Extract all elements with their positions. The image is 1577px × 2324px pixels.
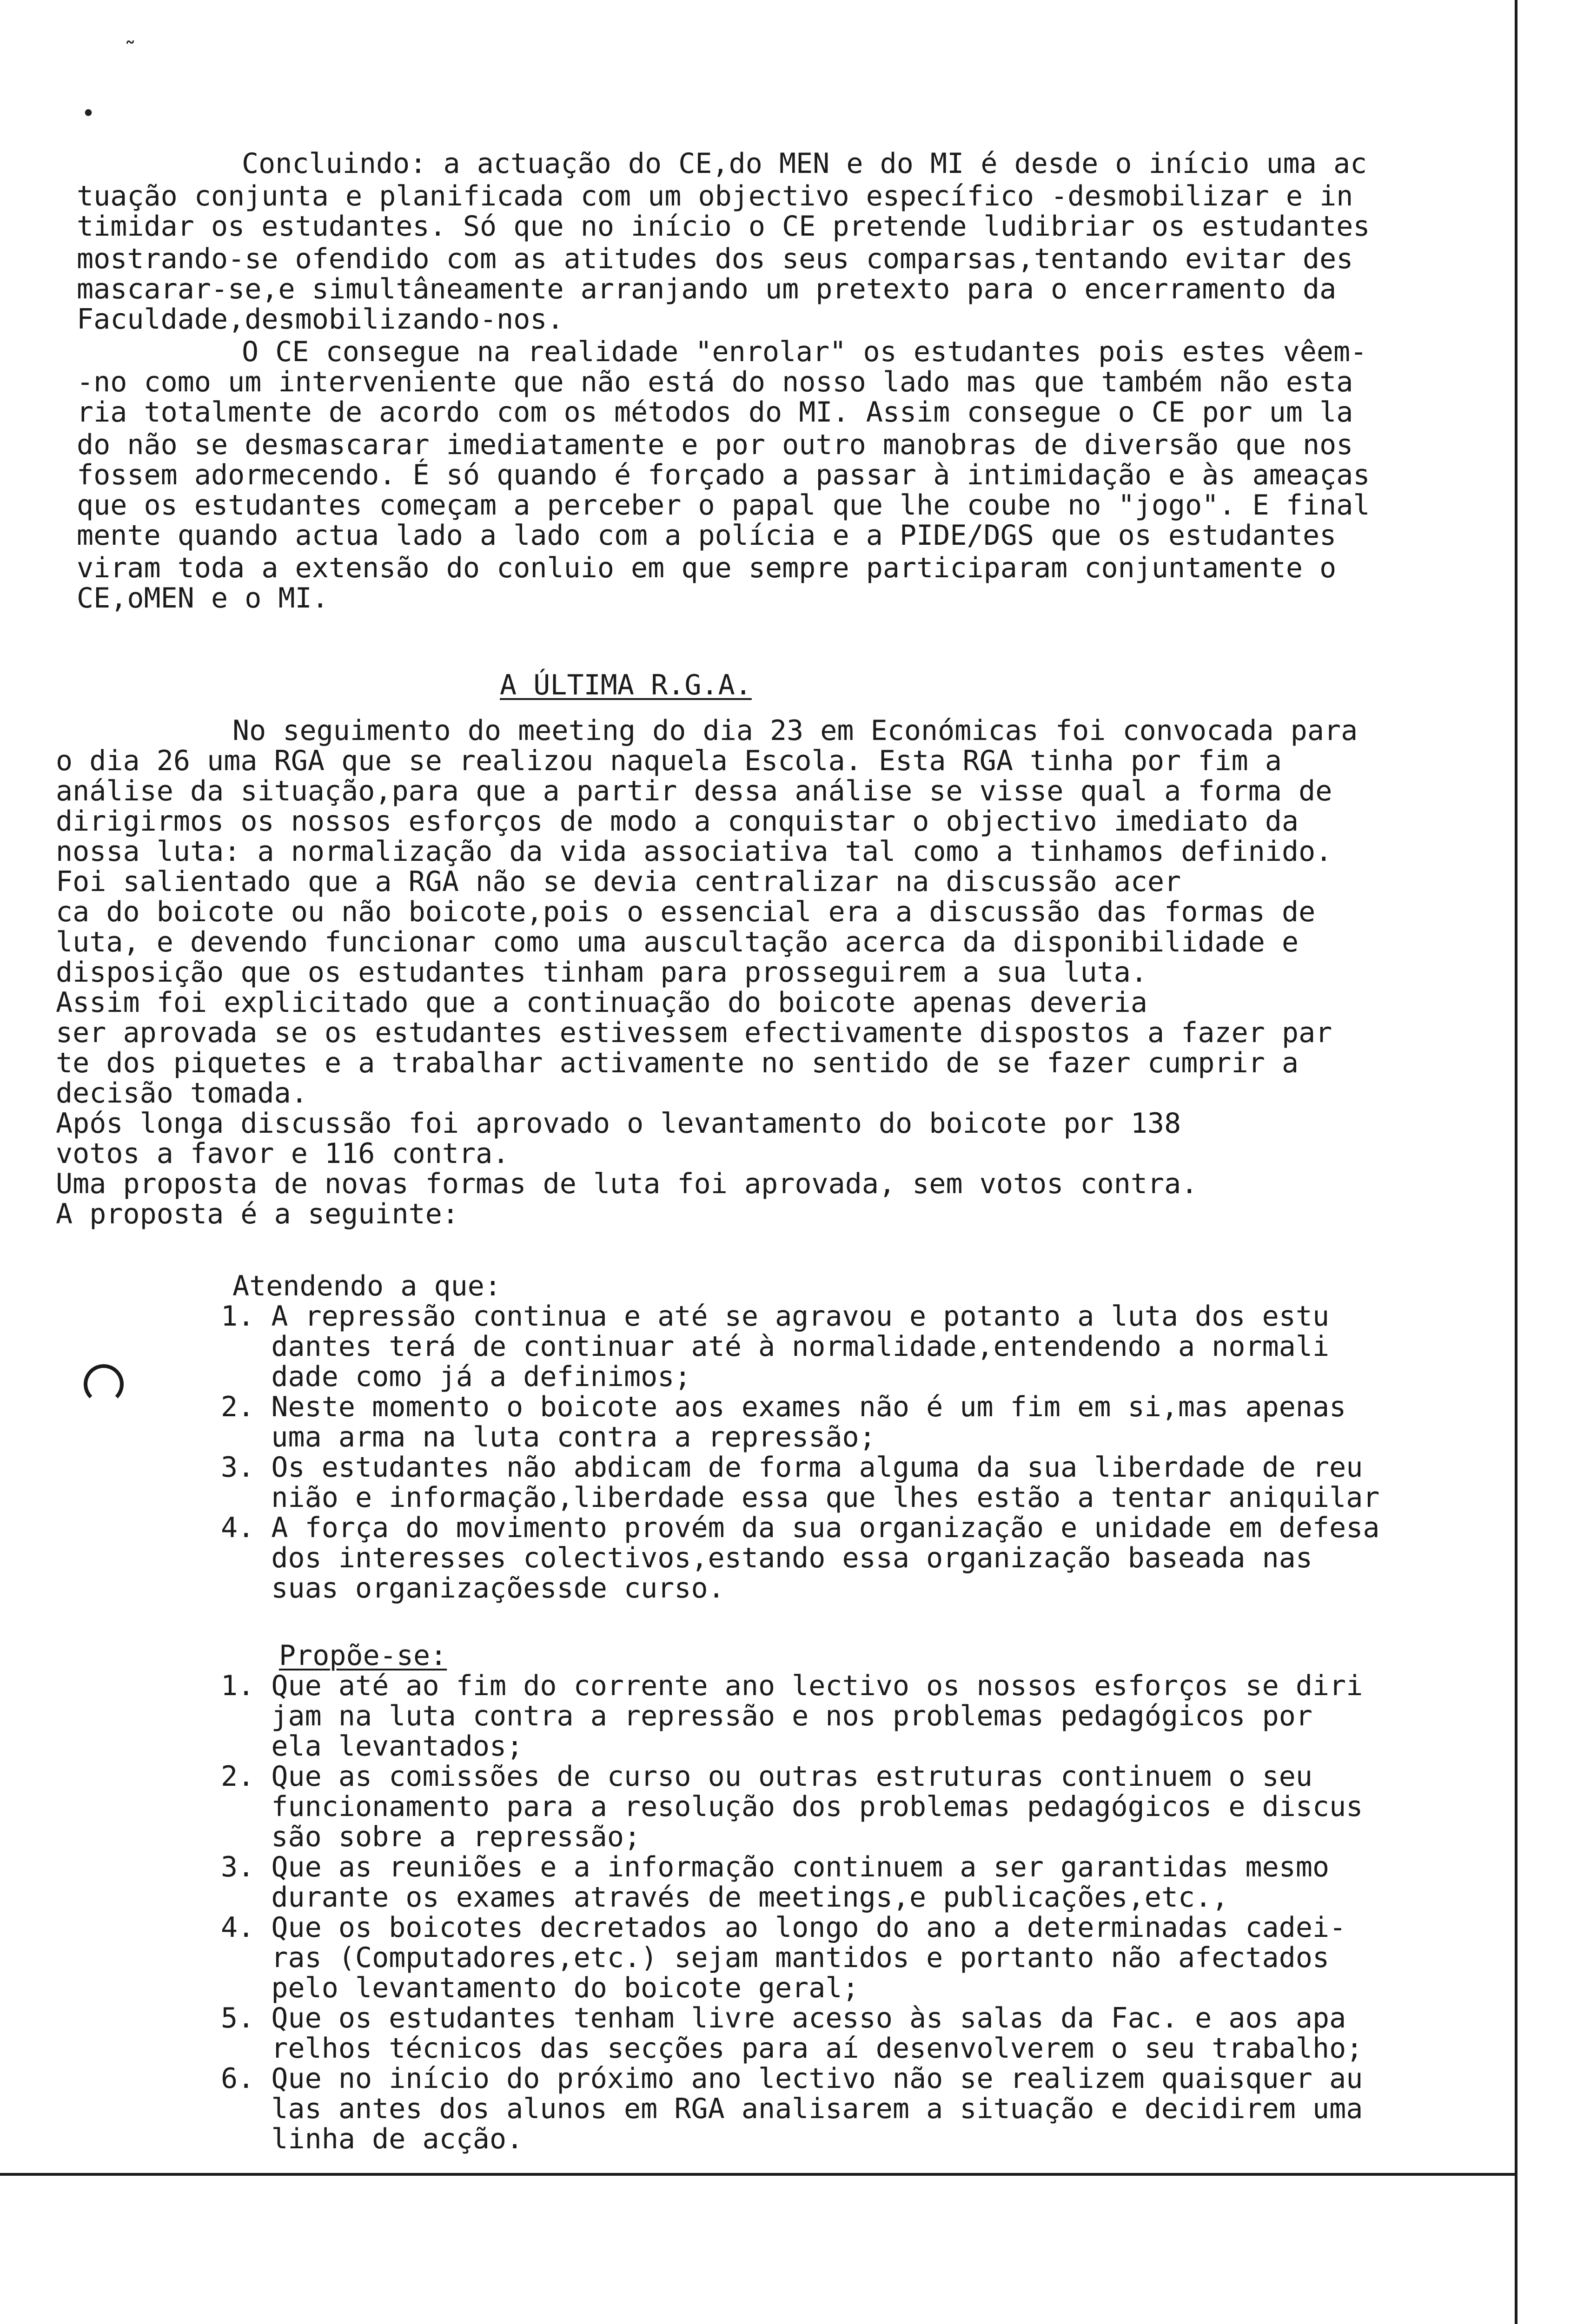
text-line: ca do boicote ou não boicote,pois o essencial era a discussão das formas de [56,896,1316,928]
text-line: nossa luta: a normalização da vida associativa tal como a tinhamos definido. [56,835,1332,868]
text-line: disposição que os estudantes tinham para prosseguirem a sua luta. [56,956,1147,989]
text-line: decisão tomada. [56,1077,308,1109]
text-line: ria totalmente de acordo com os métodos do MI. Assim consegue o CE por um la [77,396,1353,429]
list-item-line: suas organizaçõessde curso. [221,1572,725,1604]
list-item-line: 2. Que as comissões de curso ou outras estruturas continuem o seu [221,1760,1312,1793]
list-item-line: nião e informação,liberdade essa que lhes estão a tentar aniquilar [221,1481,1380,1514]
text-line: viram toda a extensão do conluio em que sempre participaram conjuntamente o [77,552,1337,584]
list-item-line: 2. Neste momento o boicote aos exames não é um fim em si,mas apenas [221,1391,1346,1423]
text-line: CE,oMEN e o MI. [77,582,329,614]
list-item-line: las antes dos alunos em RGA analisarem a situação e decidirem uma [221,2093,1363,2125]
list-item-line: 3. Os estudantes não abdicam de forma alguma da sua liberdade de reu [221,1451,1363,1484]
text-line: mascarar-se,e simultâneamente arranjando um pretexto para o encerramento da [77,273,1337,305]
list-item-line: 5. Que os estudantes tenham livre acesso às salas da Fac. e aos apa [221,2002,1346,2034]
list-item-line: linha de acção. [221,2123,523,2155]
right-margin-line [1515,0,1517,2324]
text-line: luta, e devendo funcionar como uma auscultação acerca da disponibilidade e [56,926,1299,958]
list-item-line: jam na luta contra a repressão e nos problemas pedagógicos por [221,1700,1312,1732]
text-line: Concluindo: a actuação do CE,do MEN e do MI é desde o início uma ac [242,147,1367,180]
list-item-line: 1. A repressão continua e até se agravou e potanto a luta dos estu [221,1300,1330,1333]
text-line: votos a favor e 116 contra. [56,1137,510,1170]
scan-speck-mark: • [81,100,96,127]
text-line: análise da situação,para que a partir dessa análise se visse qual a forma de [56,775,1332,807]
text-line: mente quando actua lado a lado com a polícia e a PIDE/DGS que os estudantes [77,519,1337,552]
list-item-line: relhos técnicos das secções para aí desenvolverem o seu trabalho; [221,2032,1363,2065]
list-item-line: funcionamento para a resolução dos problemas pedagógicos e discus [221,1790,1363,1823]
text-line: O CE consegue na realidade "enrolar" os estudantes pois estes vêem- [242,336,1367,368]
list-item-line: dade como já a definimos; [221,1360,691,1393]
list-item-line: 4. A força do movimento provém da sua organização e unidade em defesa [221,1512,1380,1544]
text-line: -no como um interveniente que não está do nosso lado mas que também não esta [77,366,1353,398]
text-line: ser aprovada se os estudantes estivessem efectivamente dispostos a fazer par [56,1017,1332,1049]
text-line: te dos piquetes e a trabalhar activamente no sentido de se fazer cumprir a [56,1047,1299,1079]
text-line: timidar os estudantes. Só que no início o CE pretende ludibriar os estudantes [77,210,1370,243]
text-line: que os estudantes começam a perceber o papal que lhe coube no "jogo". E final [77,489,1370,522]
text-line: tuação conjunta e planificada com um objectivo específico -desmobilizar e in [77,180,1353,212]
text-line: A proposta é a seguinte: [56,1198,459,1230]
list-item-line: 4. Que os boicotes decretados ao longo do ano a determinadas cadei- [221,1911,1346,1944]
list-item-line: ela levantados; [221,1730,523,1763]
list-item-line: dantes terá de continuar até à normalidade,entendendo a normali [221,1330,1330,1363]
list-item-line: são sobre a repressão; [221,1821,641,1853]
list-item-line: 3. Que as reuniões e a informação continuem a ser garantidas mesmo [221,1851,1330,1883]
bottom-rule [0,2173,1517,2176]
section-heading: A ÚLTIMA R.G.A. [500,669,752,701]
text-line: mostrando-se ofendido com as atitudes dos seus comparsas,tentando evitar des [77,243,1353,275]
text-line: do não se desmascarar imediatamente e por outro manobras de diversão que nos [77,429,1353,461]
text-line: o dia 26 uma RGA que se realizou naquela Escola. Esta RGA tinha por fim a [56,745,1282,777]
text-line: Uma proposta de novas formas de luta foi aprovada, sem votos contra. [56,1168,1198,1200]
list-item-line: durante os exames através de meetings,e publicações,etc., [221,1881,1229,1914]
text-line: No seguimento do meeting do dia 23 em Económicas foi convocada para [232,714,1358,747]
list-item-line: pelo levantamento do boicote geral; [221,1972,859,2004]
text-line: dirigirmos os nossos esforços de modo a conquistar o objectivo imediato da [56,805,1299,838]
text-line: Faculdade,desmobilizando-nos. [77,303,564,336]
list-item-line: ras (Computadores,etc.) sejam mantidos e portanto não afectados [221,1941,1330,1974]
list-item-line: dos interesses colectivos,estando essa organização baseada nas [221,1542,1312,1574]
list-item-line: 6. Que no início do próximo ano lectivo não se realizem quaisquer au [221,2062,1363,2095]
text-line: Foi salientado que a RGA não se devia centralizar na discussão acer [56,865,1181,898]
text-line: Após longa discussão foi aprovado o levantamento do boicote por 138 [56,1107,1181,1140]
list-heading: Atendendo a que: [232,1270,501,1302]
text-line: fossem adormecendo. É só quando é forçado a passar à intimidação e às ameaças [77,459,1370,491]
list-item-line: uma arma na luta contra a repressão; [221,1421,876,1453]
scan-speck-mark: ˜ [123,37,138,64]
text-line: Assim foi explicitado que a continuação do boicote apenas deveria [56,986,1147,1019]
margin-bracket-mark [84,1364,124,1404]
list-heading: Propõe-se: [279,1639,447,1672]
list-item-line: 1. Que até ao fim do corrente ano lectivo os nossos esforços se diri [221,1670,1363,1702]
